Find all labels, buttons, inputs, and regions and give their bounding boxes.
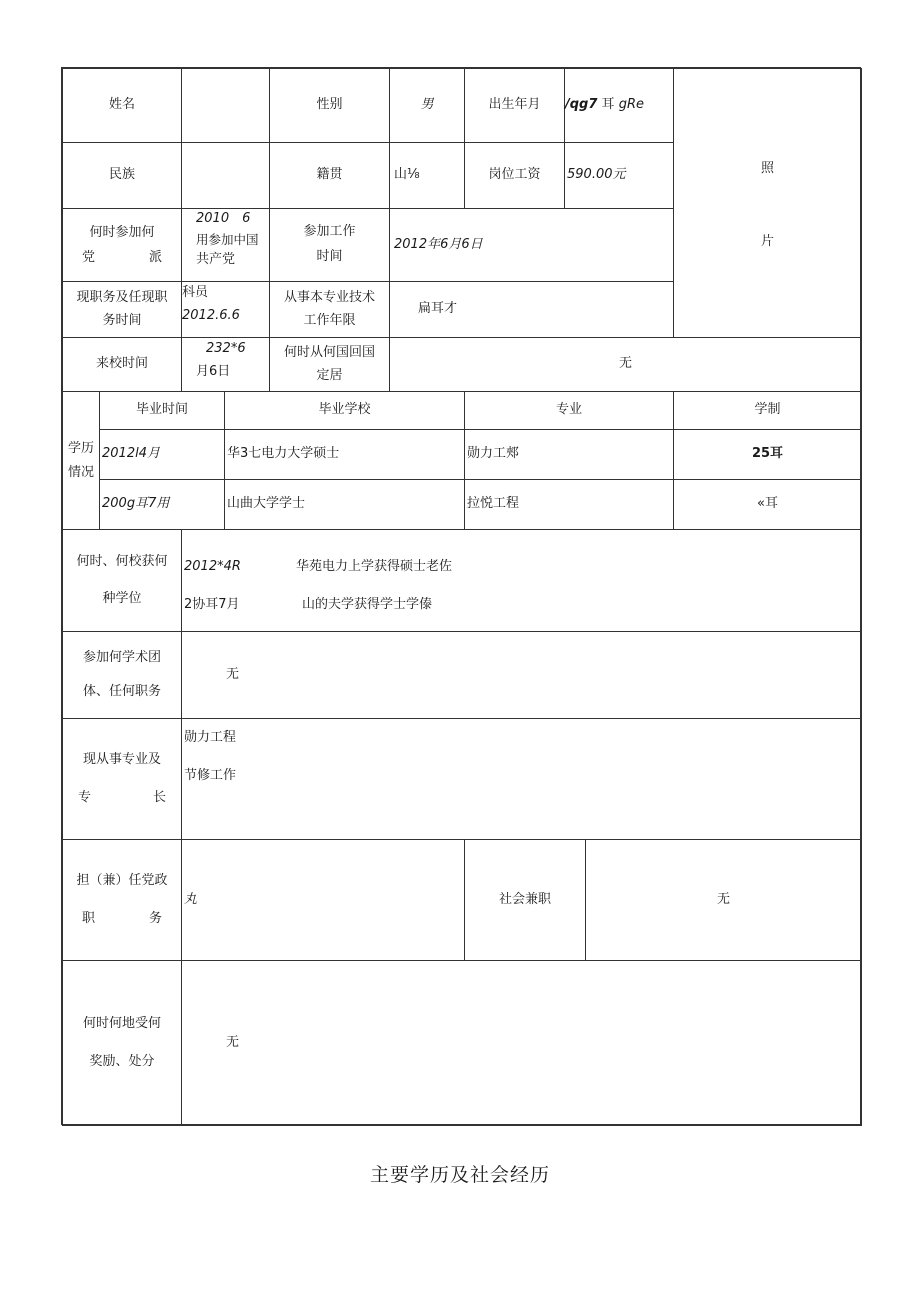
academic-label-2: 体、任何职务 [82, 684, 161, 699]
party-label [62, 208, 182, 282]
post-label [62, 281, 182, 338]
origin-label [269, 142, 390, 209]
origin-value [389, 142, 465, 209]
social-post-value [585, 839, 862, 961]
awards-value-text: 无 [226, 1034, 240, 1050]
academic-label-1: 参加何学术团 [82, 650, 161, 666]
education-row2-length [673, 479, 862, 530]
social-post-label [464, 839, 586, 961]
education-row2-major-text: 拉悦工程 [467, 496, 520, 512]
education-row1-major-text: 勋力工郟 [467, 446, 520, 462]
party-post-value [181, 839, 465, 961]
degree-line2-date: 2协耳7月 [184, 596, 240, 612]
birth-value-a: /qg7 [565, 97, 598, 113]
name-label [62, 68, 182, 143]
party-value-line1: 2010 6 [196, 211, 251, 226]
work-start-label-2: 时间 [316, 249, 343, 264]
specialty-label-line2 [78, 779, 166, 817]
years-label-2: 工作年限 [303, 312, 356, 328]
specialty-value-1: 勋力工程 [184, 730, 237, 745]
photo-box [673, 68, 862, 338]
post-label-1: 现职务及任现职 [76, 289, 168, 305]
awards-label [62, 960, 182, 1126]
specialty-label-2a: 专 [78, 790, 92, 805]
post-label-2: 务时间 [102, 312, 142, 328]
degree-line2-text: 山的夫学获得学士学傣 [302, 596, 433, 612]
party-post-label-2b: 务 [148, 911, 162, 926]
birth-value-c: gRe [618, 97, 644, 113]
degree-line1 [184, 548, 452, 586]
ethnic-value [181, 142, 270, 209]
personnel-form [61, 67, 861, 1125]
specialty-label-1: 现从事专业及 [82, 752, 161, 768]
ethnic-label [62, 142, 182, 209]
education-row1-date [99, 429, 225, 480]
degree-line1-text: 华苑电力上学获得硕士老佐 [296, 559, 453, 574]
party-value [181, 208, 270, 282]
ethnic-label-text: 民族 [108, 167, 135, 183]
party-value-line3: 共产党 [196, 251, 236, 267]
arrive-value-2: 月6日 [196, 363, 231, 379]
education-row1-major [464, 429, 674, 480]
education-header-date [99, 391, 225, 430]
academic-value [181, 631, 862, 719]
social-post-label-text: 社会兼职 [498, 891, 551, 907]
party-post-label-line2 [82, 900, 162, 938]
years-label-1: 从事本专业技术 [283, 289, 375, 305]
degree-label-2: 种学位 [102, 590, 142, 606]
origin-label-text: 籍贯 [316, 167, 343, 183]
photo-label-1: 照 [760, 161, 774, 176]
party-label-2b: 派 [148, 250, 162, 265]
arrive-label [62, 337, 182, 392]
name-value [181, 68, 270, 143]
salary-label [464, 142, 565, 209]
birth-label [464, 68, 565, 143]
education-row2-length-text: «耳 [757, 496, 778, 512]
education-row2-major [464, 479, 674, 530]
party-label-line1: 何时参加何 [89, 224, 155, 240]
name-label-text: 姓名 [108, 97, 135, 113]
education-row1-length [673, 429, 862, 480]
awards-value [181, 960, 862, 1126]
birth-value [564, 68, 674, 143]
education-header-date-text: 毕业时间 [135, 402, 188, 418]
return-label-2: 定居 [316, 367, 343, 383]
education-row2-school [224, 479, 465, 530]
awards-label-1: 何时何地受何 [82, 1016, 161, 1032]
education-header-major-text: 专业 [555, 402, 582, 418]
education-side-label [62, 391, 100, 530]
work-start-value [389, 208, 674, 282]
years-value-text: 扁耳才 [418, 301, 458, 317]
education-header-major [464, 391, 674, 430]
gender-value [389, 68, 465, 143]
salary-value-text: 590.00元 [567, 167, 626, 183]
education-side-label-2: 情况 [67, 464, 94, 480]
education-row2-date-text: 200g耳7用 [102, 496, 170, 512]
salary-label-text: 岗位工资 [488, 167, 541, 183]
birth-value-b: 耳 [601, 97, 615, 113]
education-row1-length-text: 25耳 [751, 446, 784, 462]
education-row1-date-text: 2012l4月 [102, 446, 160, 462]
work-start-label-1: 参加工作 [303, 224, 356, 240]
academic-label [62, 631, 182, 719]
education-header-length-text: 学制 [754, 402, 781, 418]
party-label-2a: 党 [82, 250, 96, 265]
arrive-value-1: 232*6 [206, 341, 246, 356]
years-label [269, 281, 390, 338]
return-label-1: 何时从何国回国 [283, 344, 375, 360]
gender-label-text: 性别 [316, 97, 343, 113]
post-value-1: 科员 [182, 285, 209, 300]
degree-label-1: 何时、何校获何 [76, 554, 168, 570]
degree-line1-date: 2012*4R [184, 559, 241, 574]
return-value [389, 337, 862, 392]
education-row2-school-text: 山曲大学学士 [227, 496, 306, 512]
return-label [269, 337, 390, 392]
education-header-school-text: 毕业学校 [318, 402, 371, 418]
specialty-label-2b: 长 [152, 790, 166, 805]
specialty-value-2: 节修工作 [184, 767, 237, 783]
education-row2-date [99, 479, 225, 530]
education-header-length [673, 391, 862, 430]
gender-value-text: 男 [420, 97, 434, 113]
post-value [181, 281, 270, 338]
degree-value [181, 529, 862, 632]
party-post-value-text: 丸 [184, 891, 198, 907]
degree-label [62, 529, 182, 632]
education-row1-school-text: 华3七电力大学硕士 [227, 446, 340, 462]
arrive-value [181, 337, 270, 392]
salary-value [564, 142, 674, 209]
specialty-label [62, 718, 182, 840]
education-side-label-1: 学历 [67, 441, 94, 457]
academic-value-text: 无 [226, 666, 240, 682]
arrive-label-text: 来校时间 [95, 356, 148, 372]
party-post-label-2a: 职 [82, 911, 96, 926]
section-title: 主要学历及社会经历 [369, 1164, 550, 1186]
education-header-school [224, 391, 465, 430]
years-value [389, 281, 674, 338]
specialty-value [181, 718, 862, 840]
degree-line2 [184, 586, 432, 624]
party-label-line2 [82, 245, 162, 270]
photo-label-2: 片 [760, 233, 774, 249]
social-post-value-text: 无 [716, 891, 730, 907]
party-value-line2: 用参加中国 [196, 231, 259, 247]
work-start-value-text: 2012年6月6日 [394, 236, 483, 252]
origin-value-text: 山⅛ [394, 167, 420, 183]
party-post-label-1: 担（兼）任党政 [76, 873, 168, 889]
post-value-2: 2012.6.6 [182, 307, 240, 323]
awards-label-2: 奖励、处分 [89, 1054, 155, 1069]
work-start-label [269, 208, 390, 282]
education-row1-school [224, 429, 465, 480]
gender-label [269, 68, 390, 143]
birth-label-text: 出生年月 [488, 97, 541, 113]
party-post-label [62, 839, 182, 961]
return-value-text: 无 [618, 356, 632, 372]
